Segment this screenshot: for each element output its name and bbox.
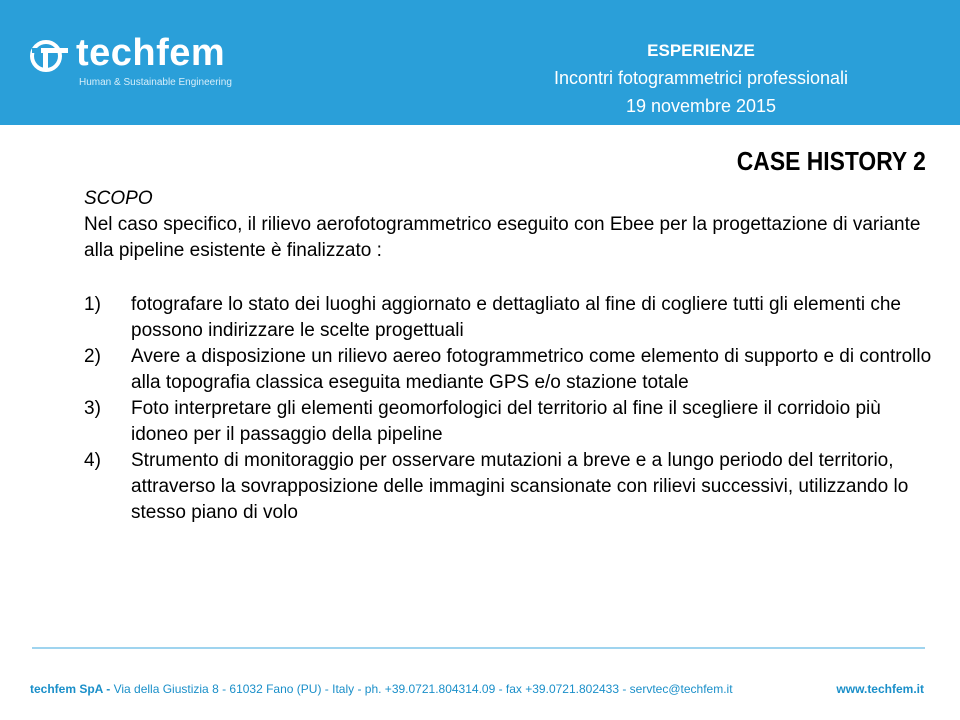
list-item [84,344,934,396]
slide-title: CASE HISTORY 2 [736,146,926,176]
event-date: 19 novembre 2015 [625,96,777,116]
item-number: 3) [84,398,101,419]
item-number: 4) [84,450,101,471]
slide-body [84,186,934,526]
item-number: 1) [84,294,101,315]
event-info [500,38,902,120]
intro-paragraph: Nel caso specifico, il rilievo aerofotogrammetrico eseguito con Ebee per la progettazione di variante alla pipeline esistente è finalizzato : [84,214,921,261]
list-item [84,448,934,526]
item-text: Strumento di monitoraggio per osservare mutazioni a breve e a lungo periodo del territorio, attraverso la sovrapposizione delle immagini scansionate con rilievi successivi, utilizzando lo stesso piano di volo [131,450,909,523]
footer-website-link[interactable]: www.techfem.it [836,682,924,696]
section-label: ESPERIENZE [647,41,755,60]
footer-company: techfem SpA - [30,682,111,696]
objectives-list [84,292,934,526]
item-text: fotografare lo stato dei luoghi aggiornato e dettagliato al fine di cogliere tutti gli elementi che possono indirizzare le scelte progettuali [131,294,901,341]
footer-address[interactable]: Via della Giustizia 8 - 61032 Fano (PU) - Italy - ph. +39.0721.804314.09 - fax +39.0721.802433 - servtec@techfem.it [110,682,733,696]
footer-contact [30,682,733,696]
header-banner [0,0,960,125]
item-text: Foto interpretare gli elementi geomorfologici del territorio al fine il scegliere il corridoio più idoneo per il passaggio della pipeline [131,398,881,445]
company-logo[interactable] [30,32,260,96]
techfem-logo-icon [30,38,70,74]
item-text: Avere a disposizione un rilievo aereo fotogrammetrico come elemento di supporto e di controllo alla topografia classica eseguita mediante GPS e/o stazione totale [131,346,932,393]
logo-tagline: Human & Sustainable Engineering [79,77,232,88]
item-number: 2) [84,346,101,367]
event-name: Incontri fotogrammetrici professionali [553,68,849,88]
list-item [84,396,934,448]
scopo-label: SCOPO [84,188,153,209]
logo-wordmark: techfem [76,32,226,74]
list-item [84,292,934,344]
footer-divider [32,647,925,649]
